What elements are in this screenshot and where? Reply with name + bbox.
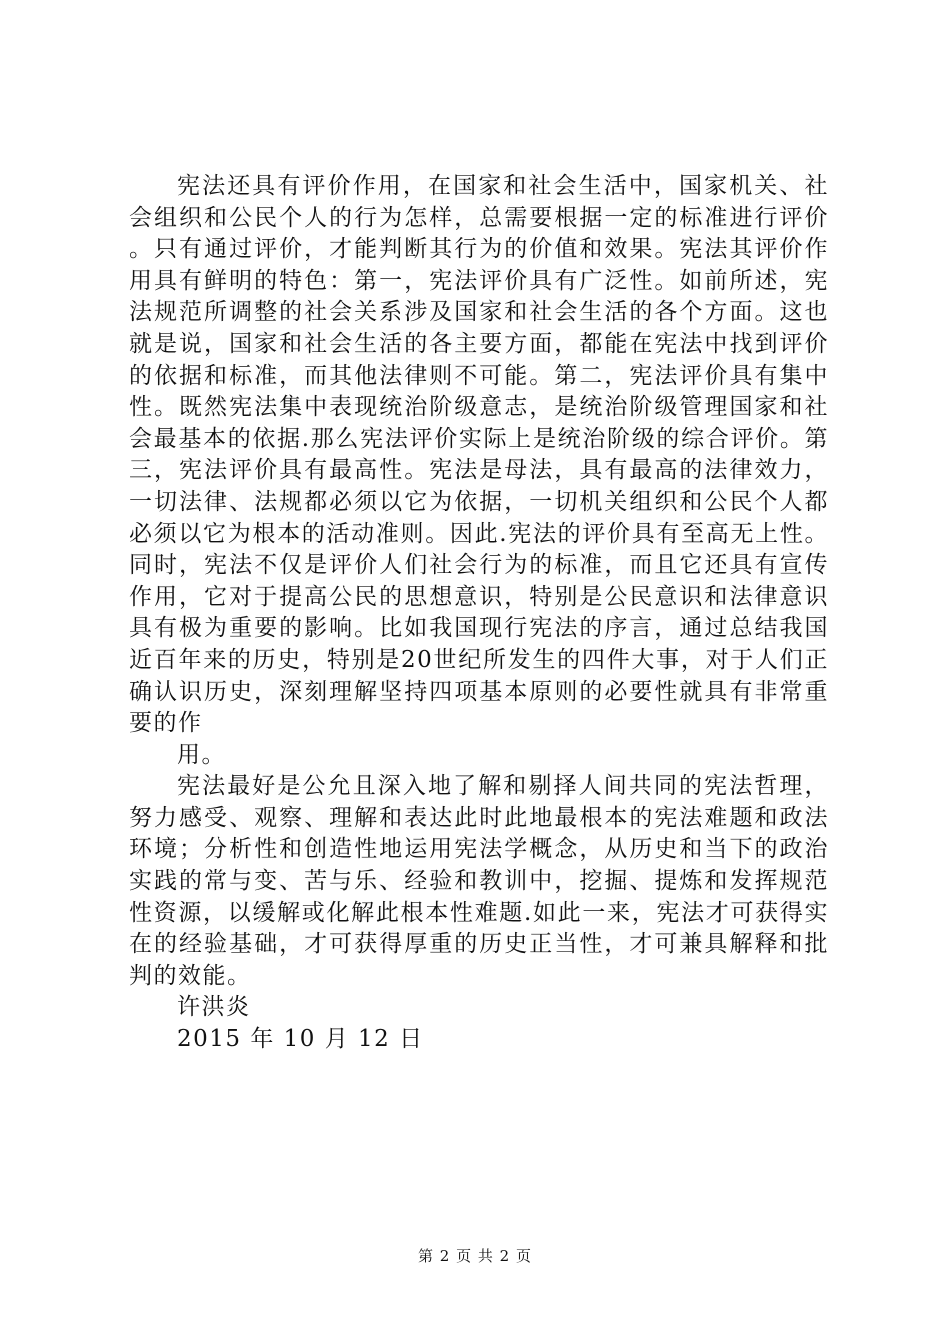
author-signature: 许洪炎	[177, 994, 251, 1021]
paragraph-constitution-philosophy: 宪法最好是公允且深入地了解和剔择人间共同的宪法哲理，努力感受、观察、理解和表达此时此地最根本的宪法难题和政法环境；分析性和创造性地运用宪法学概念，从历史和当下的政治实践的常与变、苦与乐、经验和教训中，挖掘、提炼和发挥规范性资源，以缓解或化解此根本性难题.如此一来，宪法才可获得实在的经验基础，才可获得厚重的历史正当性，才可兼具解释和批判的效能。	[129, 773, 829, 989]
document-body	[129, 171, 829, 1056]
paragraph-constitution-evaluation: 宪法还具有评价作用，在国家和社会生活中，国家机关、社会组织和公民个人的行为怎样，总需要根据一定的标准进行评价。只有通过评价，才能判断其行为的价值和效果。宪法其评价作用具有鲜明的特色：第一，宪法评价具有广泛性。如前所述，宪法规范所调整的社会关系涉及国家和社会生活的各个方面。这也就是说，国家和社会生活的各主要方面，都能在宪法中找到评价的依据和标准，而其他法律则不可能。第二，宪法评价具有集中性。既然宪法集中表现统治阶级意志，是统治阶级管理国家和社会最基本的依据.那么宪法评价实际上是统治阶级的综合评价。第三，宪法评价具有最高性。宪法是母法，具有最高的法律效力，一切法律、法规都必须以它为依据，一切机关组织和公民个人都必须以它为根本的活动准则。因此.宪法的评价具有至高无上性。同时，宪法不仅是评价人们社会行为的标准，而且它还具有宣传作用，它对于提高公民的思想意识，特别是公民意识和法律意识具有极为重要的影响。比如我国现行宪法的序言，通过总结我国近百年来的历史，特别是20世纪所发生的四件大事，对于人们正确认识历史，深刻理解坚持四项基本原则的必要性就具有非常重要的作	[129, 173, 829, 737]
page-footer: 第 2 页 共 2 页	[418, 1247, 532, 1265]
paragraph-tail: 用。	[177, 741, 226, 768]
document-date: 2015 年 10 月 12 日	[177, 1026, 424, 1053]
